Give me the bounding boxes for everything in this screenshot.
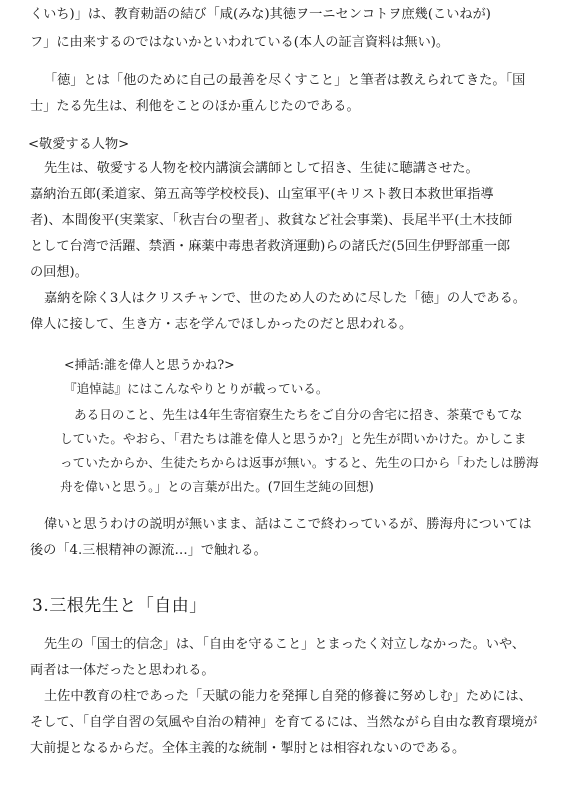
virtue-line-2: 士」たる先生は、利他をことのほか重んじたのである。 xyxy=(30,99,360,114)
section3-line-2: 両者は一体だったと思われる。 xyxy=(30,663,215,678)
respected-line-3: 者)、本間俊平(実業家、「秋吉台の聖者」、救貧など社会事業)、長尾半平(土木技師 xyxy=(30,213,513,228)
intro-line-2: フ」に由来するのではないかといわれている(本人の証言資料は無い)。 xyxy=(30,35,450,50)
respected-line-7: 偉人に接して、生き方・志を学んでほしかったのだと思われる。 xyxy=(30,317,413,332)
episode-heading: <挿話:誰を偉人と思うかね?> xyxy=(64,357,235,372)
section-3-title: 3.三根先生と「自由」 xyxy=(32,596,207,616)
section3-line-5: 大前提となるからだ。全体主義的な統制・掣肘とは相容れないのである。 xyxy=(30,741,466,756)
virtue-line-1: 「徳」とは「他のために自己の最善を尽くすこと」と筆者は教えられてきた。「国 xyxy=(44,73,526,88)
section-heading-respected: <敬愛する人物> xyxy=(28,137,130,152)
episode-line-2: ある日のこと、先生は4年生寄宿寮生たちをご自分の舎宅に招き、茶菓でもてな xyxy=(74,407,523,422)
section3-line-4: そして、「自学自習の気風や自治の精神」を育てるには、当然ながら自由な教育環境が xyxy=(30,715,538,730)
section3-line-1: 先生の「国士的信念」は、「自由を守ること」とまったく対立しなかった。いや、 xyxy=(44,637,526,652)
episode-line-3: していた。やおら、「君たちは誰を偉人と思うか?」と先生が問いかけた。かしこま xyxy=(60,431,527,446)
respected-line-6: 嘉納を除く3人はクリスチャンで、世のため人のために尽した「徳」の人である。 xyxy=(44,291,526,306)
respected-line-1: 先生は、敬愛する人物を校内講演会講師として招き、生徒に聴講させた。 xyxy=(44,161,479,176)
section3-line-3: 土佐中教育の柱であった「天賦の能力を発揮し自発的修養に努めしむ」ためには、 xyxy=(44,689,532,704)
episode-line-4: っていたからか、生徒たちからは返事が無い。すると、先生の口から「わたしは勝海 xyxy=(60,455,539,470)
respected-line-5: の回想)。 xyxy=(30,265,88,280)
episode-note-line-2: 後の「4.三根精神の源流…」で触れる。 xyxy=(30,543,267,558)
episode-line-5: 舟を偉いと思う。」との言葉が出た。(7回生芝純の回想) xyxy=(60,479,374,494)
respected-line-2: 嘉納治五郎(柔道家、第五高等学校校長)、山室軍平(キリスト教日本救世軍指導 xyxy=(30,187,494,202)
respected-line-4: として台湾で活躍、禁酒・麻薬中毒患者救済運動)らの諸氏だ(5回生伊野部重一郎 xyxy=(30,239,511,254)
episode-note-line-1: 偉いと思うわけの説明が無いまま、話はここで終わっているが、勝海舟については xyxy=(44,517,532,532)
intro-line-1: くいち)」は、教育勅語の結び「咸(みな)其徳ヲ一ニセンコトヲ庶幾(こいねが) xyxy=(30,7,491,22)
episode-line-1: 『追悼誌』にはこんなやりとりが載っている。 xyxy=(64,381,329,396)
